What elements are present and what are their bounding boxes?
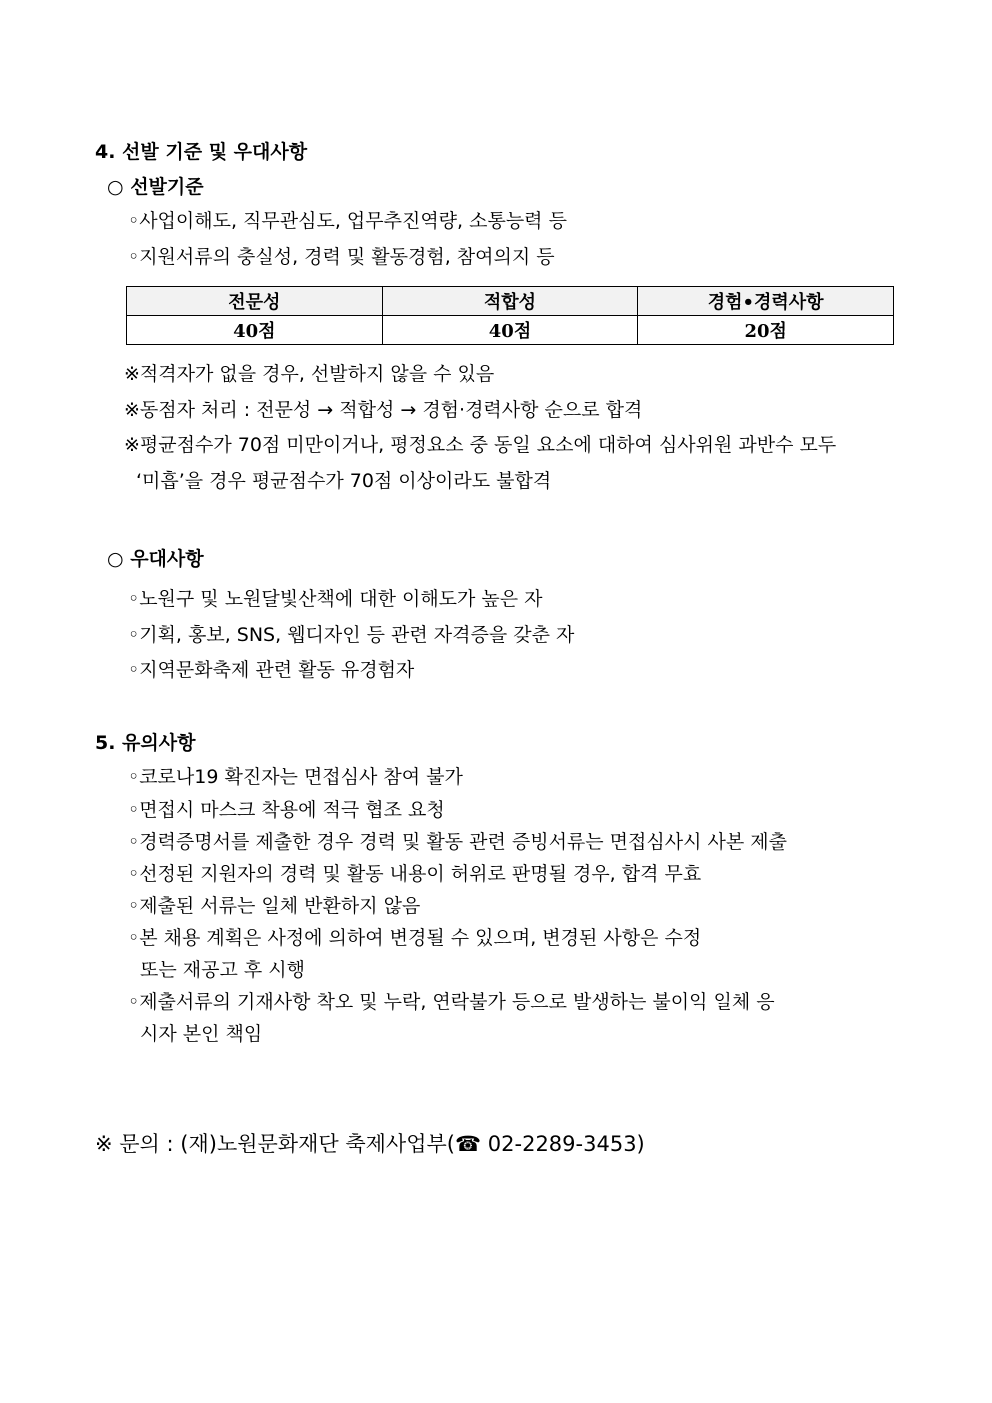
header-expertise: 전문성	[127, 287, 383, 316]
criteria-note-continued: ‘미흡’을 경우 평균점수가 70점 이상이라도 불합격	[136, 470, 552, 492]
criteria-score-table	[126, 286, 894, 345]
table-header-row	[127, 287, 894, 316]
criteria-note: ※동점자 처리 : 전문성 → 적합성 → 경험·경력사항 순으로 합격	[124, 399, 643, 421]
preference-heading: ○ 우대사항	[107, 548, 204, 570]
criteria-note: ※적격자가 없을 경우, 선발하지 않을 수 있음	[124, 363, 495, 385]
table-row	[127, 316, 894, 345]
notice-item: ◦선정된 지원자의 경력 및 활동 내용이 허위로 판명될 경우, 합격 무효	[128, 863, 702, 885]
criteria-item: ◦지원서류의 충실성, 경력 및 활동경험, 참여의지 등	[128, 246, 555, 268]
criteria-item: ◦사업이해도, 직무관심도, 업무추진역량, 소통능력 등	[128, 210, 567, 232]
preference-item: ◦노원구 및 노원달빛산책에 대한 이해도가 높은 자	[128, 588, 543, 610]
notice-item: ◦제출된 서류는 일체 반환하지 않음	[128, 895, 421, 917]
notice-item: ◦코로나19 확진자는 면접심사 참여 불가	[128, 766, 463, 788]
notice-item: ◦면접시 마스크 착용에 적극 협조 요청	[128, 799, 445, 821]
header-suitability: 적합성	[382, 287, 638, 316]
header-experience: 경험•경력사항	[638, 287, 894, 316]
notice-item: ◦경력증명서를 제출한 경우 경력 및 활동 관련 증빙서류는 면접심사시 사본 제출	[128, 831, 787, 853]
criteria-heading: ○ 선발기준	[107, 176, 204, 198]
notice-item: ◦본 채용 계획은 사정에 의하여 변경될 수 있으며, 변경된 사항은 수정	[128, 927, 702, 949]
notice-item: ◦제출서류의 기재사항 착오 및 누락, 연락불가 등으로 발생하는 불이익 일체 응	[128, 991, 775, 1013]
section4-title: 4. 선발 기준 및 우대사항	[95, 141, 308, 163]
contact-info: ※ 문의 : (재)노원문화재단 축제사업부(☎ 02-2289-3453)	[95, 1132, 645, 1156]
notice-item-continued: 시자 본인 책임	[140, 1023, 263, 1045]
score-suitability: 40점	[382, 316, 638, 345]
notice-item-continued: 또는 재공고 후 시행	[140, 959, 305, 981]
preference-item: ◦지역문화축제 관련 활동 유경험자	[128, 659, 415, 681]
preference-item: ◦기획, 홍보, SNS, 웹디자인 등 관련 자격증을 갖춘 자	[128, 624, 575, 646]
criteria-note: ※평균점수가 70점 미만이거나, 평정요소 중 동일 요소에 대하여 심사위원 과반수 모두	[124, 434, 837, 456]
score-expertise: 40점	[127, 316, 383, 345]
score-experience: 20점	[638, 316, 894, 345]
section5-title: 5. 유의사항	[95, 732, 196, 754]
